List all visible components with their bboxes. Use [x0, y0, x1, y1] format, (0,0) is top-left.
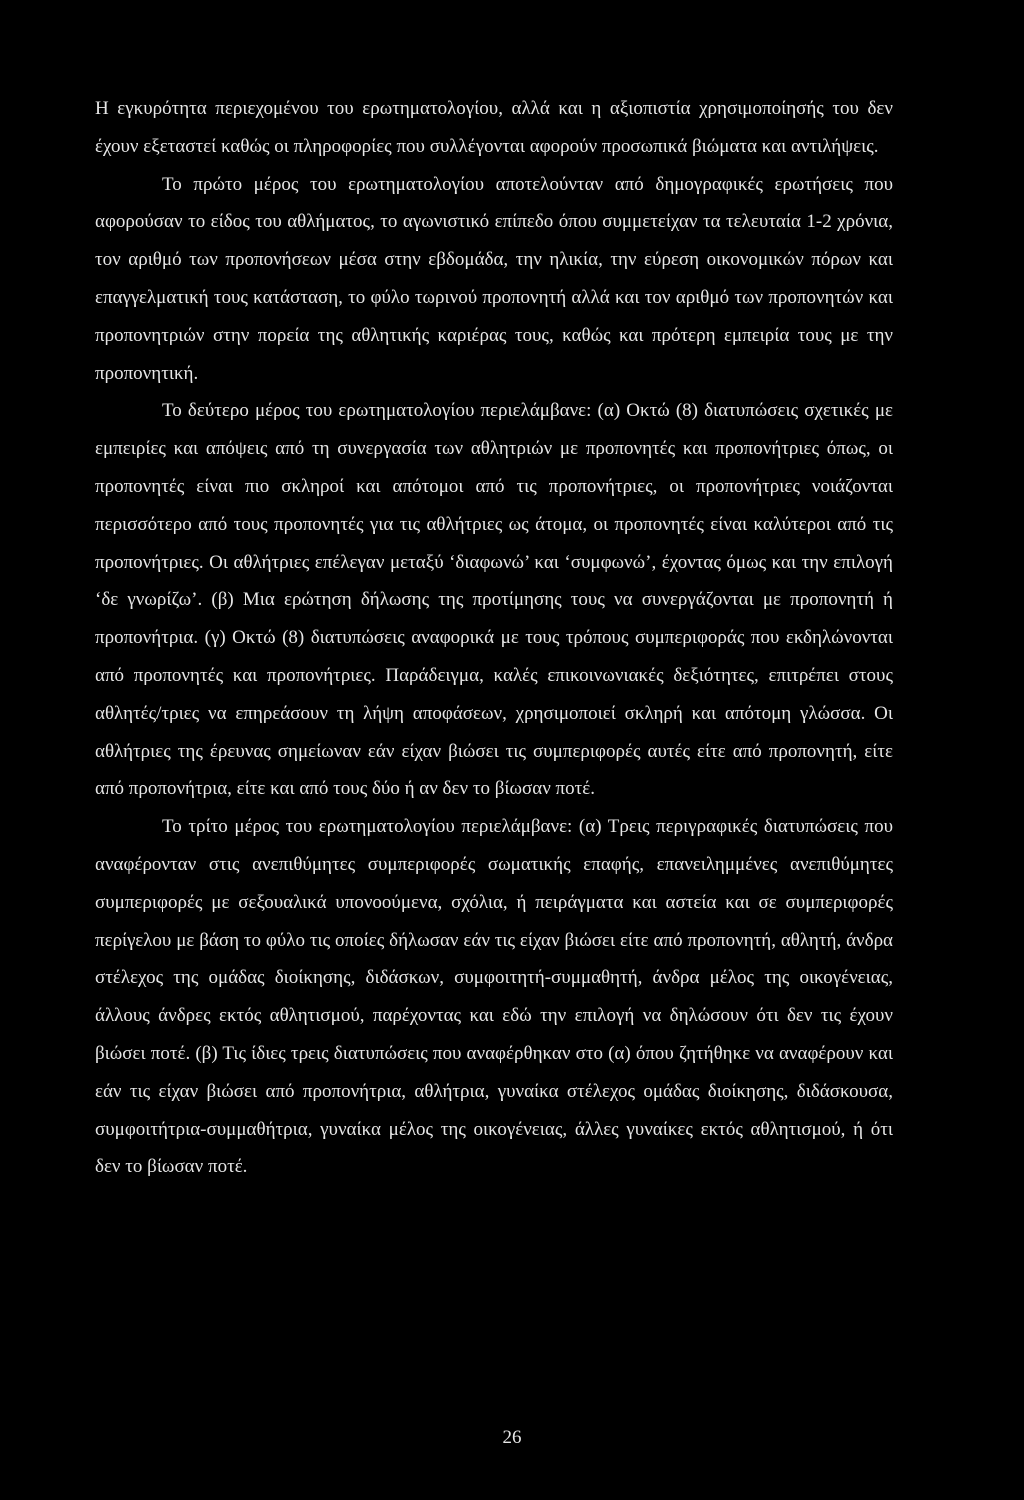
paragraph-validity: Η εγκυρότητα περιεχομένου του ερωτηματολογίου, αλλά και η αξιοπιστία χρησιμοποίησής του δεν έχουν εξεταστεί καθώς οι πληροφορίες που συλλέγονται αφορούν προσωπικά βιώματα και αντιλήψεις. — [95, 98, 893, 157]
page-number: 26 — [502, 1427, 522, 1448]
paragraph-part-two: Το δεύτερο μέρος του ερωτηματολογίου περιελάμβανε: (α) Οκτώ (8) διατυπώσεις σχετικές με εμπειρίες και απόψεις από τη συνεργασία των αθλητριών με προπονητές και προπονήτριες όπως, οι προπονητές είναι πιο σκληροί και απότομοι από τις προπονήτριες, οι προπονήτριες νοιάζονται περισσότερο από τους προπονητές για τις αθλήτριες ως άτομα, οι προπονητές είναι καλύτεροι από τις προπονήτριες. Οι αθλήτριες επέλεγαν μεταξύ ‘διαφωνώ’ και ‘συμφωνώ’, έχοντας όμως και την επιλογή ‘δε γνωρίζω’. (β) Μια ερώτηση δήλωσης της προτίμησης τους να συνεργάζονται με προπονητή ή προπονήτρια. (γ) Οκτώ (8) διατυπώσεις αναφορικά με τους τρόπους συμπεριφοράς που εκδηλώνονται από προπονητές και προπονήτριες. Παράδειγμα, καλές επικοινωνιακές δεξιότητες, επιτρέπει στους αθλητές/τριες να επηρεάσουν τη λήψη αποφάσεων, χρησιμοποιεί σκληρή και απότομη γλώσσα. Οι αθλήτριες της έρευνας σημείωναν εάν είχαν βιώσει τις συμπεριφορές αυτές είτε από προπονητή, είτε από προπονήτρια, είτε και από τους δύο ή αν δεν το βίωσαν ποτέ. — [95, 400, 893, 800]
paragraph-part-three: Το τρίτο μέρος του ερωτηματολογίου περιελάμβανε: (α) Τρεις περιγραφικές διατυπώσεις που αναφέρονταν στις ανεπιθύμητες συμπεριφορές σωματικής επαφής, επανειλημμένες ανεπιθύμητες συμπεριφορές με σεξουαλικά υπονοούμενα, σχόλια, ή πειράγματα και αστεία και σε συμπεριφορές περίγελου με βάση το φύλο τις οποίες δήλωσαν εάν τις είχαν βιώσει είτε από προπονητή, αθλητή, άνδρα στέλεχος της ομάδας διοίκησης, διδάσκων, συμφοιτητή-συμμαθητή, άνδρα μέλος της οικογένειας, άλλους άνδρες εκτός αθλητισμού, παρέχοντας και εδώ την επιλογή να δηλώσουν ότι δεν τις έχουν βιώσει ποτέ. (β) Τις ίδιες τρεις διατυπώσεις που αναφέρθηκαν στο (α) όπου ζητήθηκε να αναφέρουν και εάν τις είχαν βιώσει από προπονήτρια, αθλήτρια, γυναίκα στέλεχος ομάδας διοίκησης, διδάσκουσα, συμφοιτήτρια-συμμαθήτρια, γυναίκα μέλος της οικογένειας, άλλες γυναίκες εκτός αθλητισμού, ή ότι δεν το βίωσαν ποτέ. — [95, 816, 893, 1178]
paragraph-part-one: Το πρώτο μέρος του ερωτηματολογίου αποτελούνταν από δημογραφικές ερωτήσεις που αφορούσαν το είδος του αθλήματος, το αγωνιστικό επίπεδο όπου συμμετείχαν τα τελευταία 1-2 χρόνια, τον αριθμό των προπονήσεων μέσα στην εβδομάδα, την ηλικία, την εύρεση οικονομικών πόρων και επαγγελματική τους κατάσταση, το φύλο τωρινού προπονητή αλλά και τον αριθμό των προπονητών και προπονητριών στην πορεία της αθλητικής καριέρας τους, καθώς και πρότερη εμπειρία τους με την προπονητική. — [95, 173, 893, 384]
document-body — [95, 90, 893, 1186]
